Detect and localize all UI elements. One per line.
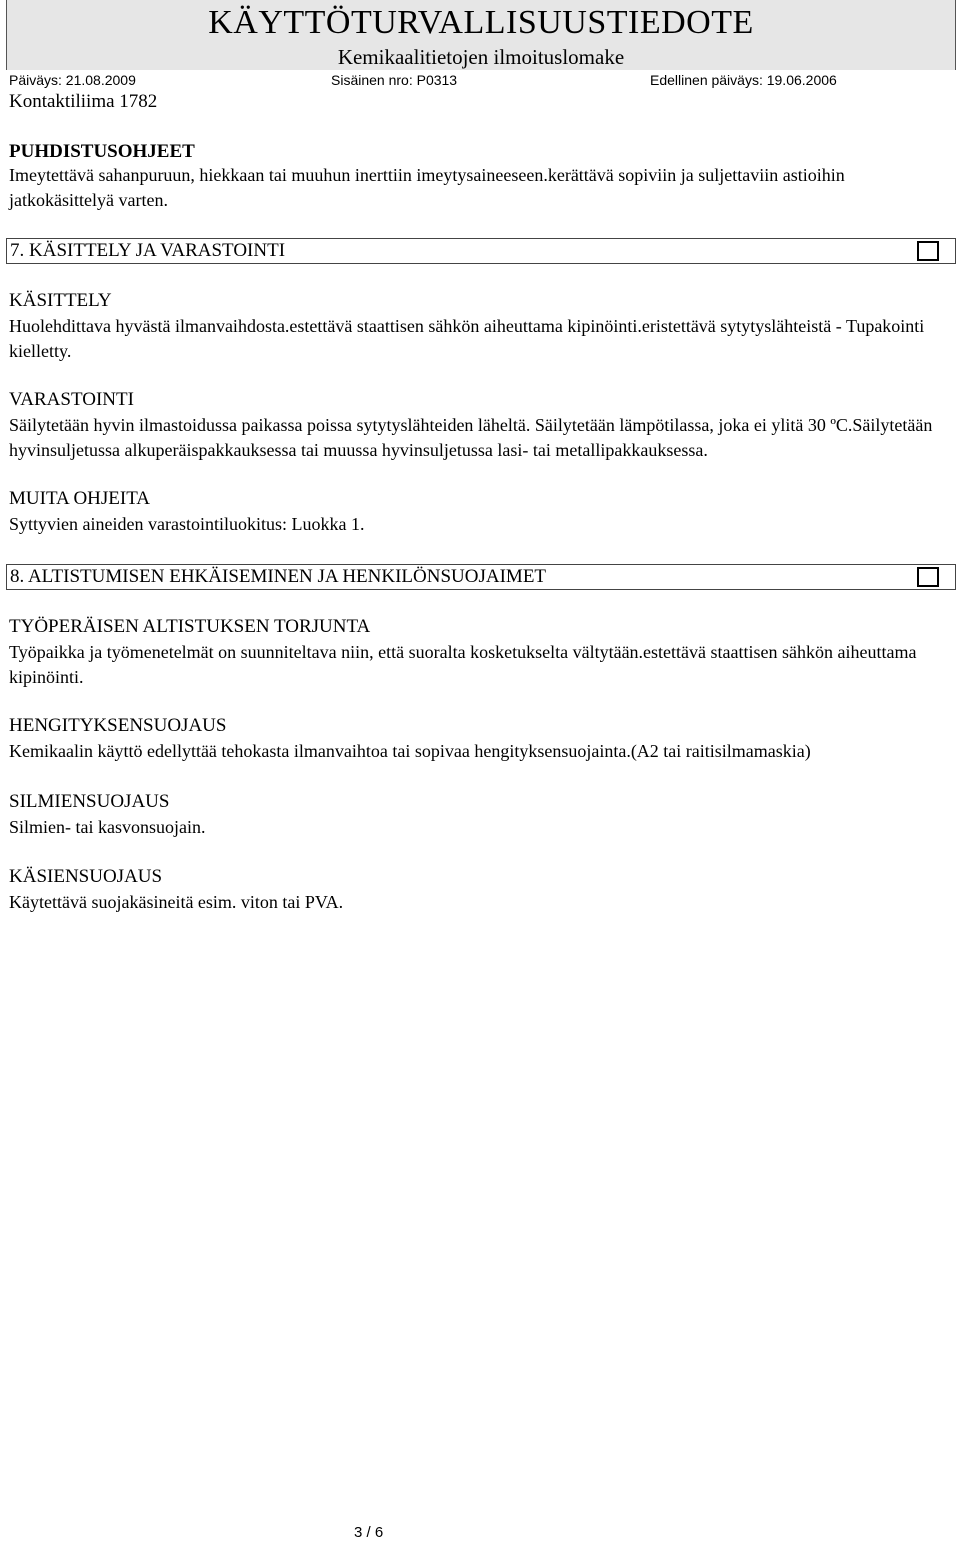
section-8-title: 8. ALTISTUMISEN EHKÄISEMINEN JA HENKILÖNSUOJAIMET xyxy=(10,566,547,587)
hand-protection-heading: KÄSIENSUOJAUS xyxy=(9,866,163,887)
previous-date-label: Edellinen päiväys: 19.06.2006 xyxy=(650,72,837,88)
date-label: Päiväys: 21.08.2009 xyxy=(9,72,136,88)
cleaning-text: Imeytettävä sahanpuruun, hiekkaan tai muuhun inerttiin imeytysaineeseen.kerättävä sopiviin ja suljettaviin astioihin jatkokäsittelyä varten. xyxy=(9,165,845,210)
other-instructions-heading: MUITA OHJEITA xyxy=(9,488,151,509)
cleaning-heading: PUHDISTUSOHJEET xyxy=(9,141,195,162)
storage-text: Säilytetään hyvin ilmastoidussa paikassa poissa sytytyslähteiden läheltä. Säilytetään lämpötilassa, joka ei ylitä 30 ºC.Säilytetään hyvinsuljetussa alkuperäispakkauksessa tai muussa hyvinsuljetussa lasi- tai metallipakkauksessa. xyxy=(9,415,933,460)
eye-protection-text: Silmien- tai kasvonsuojain. xyxy=(9,817,206,837)
document-title: KÄYTTÖTURVALLISUUSTIEDOTE xyxy=(208,4,754,41)
section-7-checkbox[interactable] xyxy=(917,241,939,261)
respiratory-heading: HENGITYKSENSUOJAUS xyxy=(9,715,227,736)
handling-heading: KÄSITTELY xyxy=(9,290,112,311)
other-instructions-text: Syttyvien aineiden varastointiluokitus: Luokka 1. xyxy=(9,514,365,534)
internal-number-label: Sisäinen nro: P0313 xyxy=(331,72,458,88)
section-7-title: 7. KÄSITTELY JA VARASTOINTI xyxy=(10,240,286,261)
document-header xyxy=(6,0,956,70)
occupational-heading: TYÖPERÄISEN ALTISTUKSEN TORJUNTA xyxy=(9,616,371,637)
handling-text: Huolehdittava hyvästä ilmanvaihdosta.estettävä staattisen sähkön aiheuttama kipinöinti.eristettävä sytytyslähteistä - Tupakointi kielletty. xyxy=(9,316,925,361)
page-number: 3 / 6 xyxy=(354,1524,384,1541)
section-8-bar xyxy=(6,564,956,590)
section-8-checkbox[interactable] xyxy=(917,567,939,587)
respiratory-text: Kemikaalin käyttö edellyttää tehokasta ilmanvaihtoa tai sopivaa hengityksensuojainta.(A2 tai raitisilmamaskia) xyxy=(9,741,811,761)
occupational-text: Työpaikka ja työmenetelmät on suunniteltava niin, että suoralta kosketukselta vältytään.estettävä staattisen sähkön aiheuttama kipinöinti. xyxy=(9,642,917,687)
product-name: Kontaktiliima 1782 xyxy=(9,91,158,112)
section-7-bar xyxy=(6,238,956,264)
storage-heading: VARASTOINTI xyxy=(9,389,134,410)
document-subtitle: Kemikaalitietojen ilmoituslomake xyxy=(337,45,625,69)
hand-protection-text: Käytettävä suojakäsineitä esim. viton tai PVA. xyxy=(9,892,344,912)
eye-protection-heading: SILMIENSUOJAUS xyxy=(9,791,170,812)
